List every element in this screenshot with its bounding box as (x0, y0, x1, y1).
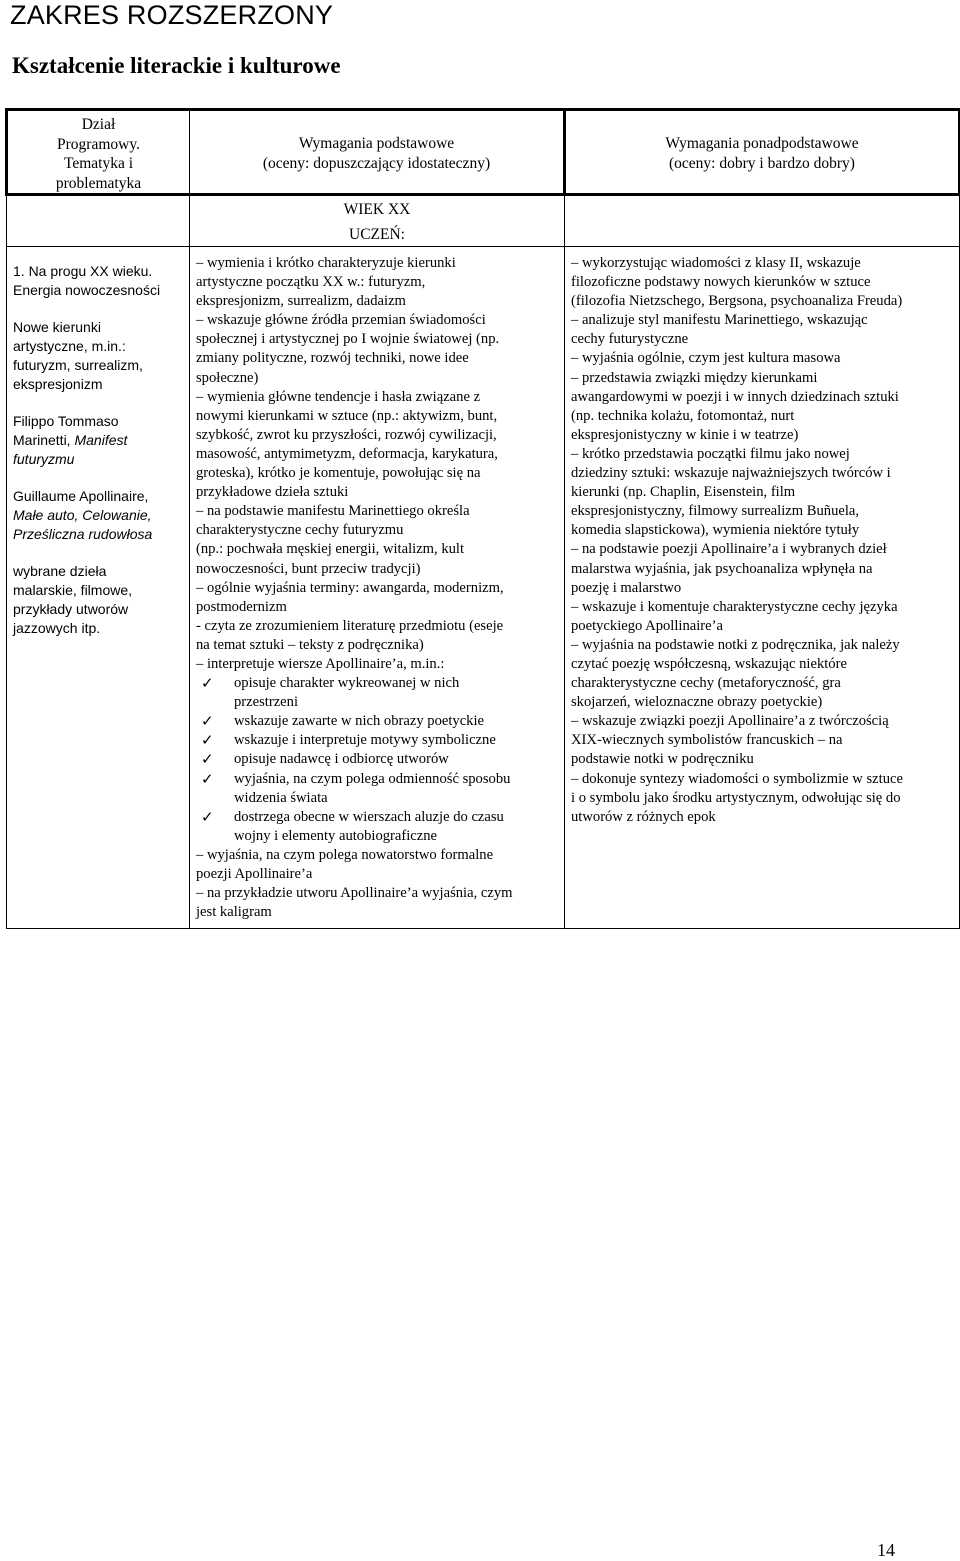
checklist-item (196, 674, 560, 712)
topic-column (7, 247, 190, 929)
checkmark-icon: ✓ (201, 769, 214, 788)
topic-text: Energia nowoczesności (13, 282, 161, 298)
topic-text: Marinetti, (13, 432, 75, 448)
checklist-text: widzenia świata (234, 789, 328, 806)
requirement-line: – wyjaśnia na podstawie notki z podręcznika, jak należy (571, 636, 900, 653)
requirement-line: – krótko przedstawia początki filmu jako nowej (571, 445, 850, 462)
requirement-line: charakterystyczne cechy futuryzmu (196, 522, 404, 539)
requirement-line: na temat sztuki – teksty z podręcznika) (196, 636, 424, 653)
requirement-line: – wymienia i krótko charakteryzuje kierunki (196, 255, 456, 271)
requirement-line: skojarzeń, wieloznaczne obrazy poetyckie) (571, 694, 823, 711)
requirement-line: – przedstawia związki między kierunkami (571, 369, 818, 386)
requirement-line: (np. technika kolażu, fotomontaż, nurt (571, 407, 795, 424)
requirement-line: komedia slapstickowa), wymienia niektóre tytuły (571, 522, 860, 539)
section-blank-cell (7, 195, 190, 247)
requirement-line: – na podstawie poezji Apollinaire’a i wybranych dzieł (571, 541, 887, 558)
header-line: Dział (81, 116, 116, 133)
requirement-line: masowość, antymimetyzm, deformacja, karykatura, (196, 445, 498, 462)
requirement-line: zmiany polityczne, rozwój techniki, nowe idee (196, 350, 469, 367)
topic-block (13, 412, 185, 469)
requirement-line: malarstwa wyjaśnia, jak psychoanaliza wpłynęła na (571, 560, 873, 577)
requirement-line: szybkość, zwrot ku przyszłości, rozwój cywilizacji, (196, 426, 497, 443)
topic-text: futuryzm, surrealizm, (13, 357, 143, 373)
checkmark-icon: ✓ (201, 674, 214, 693)
page-title: ZAKRES ROZSZERZONY (10, 0, 334, 30)
requirement-line: XIX-wiecznych symbolistów francuskich – na (571, 732, 843, 749)
checklist-text: opisuje charakter wykreowanej w nich (234, 675, 460, 692)
header-cell-basic (190, 110, 565, 195)
requirement-line: filozoficzne podstawy nowych kierunków w sztuce (571, 274, 871, 291)
requirement-line: – wskazuje główne źródła przemian świadomości (196, 312, 486, 329)
requirement-line: – wskazuje i komentuje charakterystyczne cechy języka (571, 598, 898, 615)
topic-title: futuryzmu (13, 451, 75, 467)
requirement-line: podstawie notki w podręczniku (571, 751, 754, 768)
requirement-line: groteska), krótko je komentuje, powołując się na (196, 465, 481, 482)
checklist-item (196, 712, 560, 731)
checklist-text: wskazuje i interpretuje motywy symboliczne (234, 732, 496, 749)
checkmark-icon: ✓ (201, 750, 214, 769)
header-line: problematyka (55, 174, 142, 192)
requirement-line: artystyczne początku XX w.: futuryzm, (196, 274, 426, 291)
header-line: Tematyka i (63, 155, 134, 172)
checklist-text: wskazuje zawarte w nich obrazy poetyckie (234, 713, 485, 730)
requirement-line: – wyjaśnia, na czym polega nowatorstwo formalne (196, 846, 494, 863)
requirement-line: cechy futurystyczne (571, 331, 689, 348)
checklist-text: wojny i elementy autobiograficzne (234, 827, 438, 844)
requirement-line: – wyjaśnia ogólnie, czym jest kultura masowa (571, 350, 841, 367)
requirement-line: postmodernizm (196, 598, 287, 615)
requirement-line: poezję i malarstwo (571, 579, 682, 596)
topic-text: malarskie, filmowe, (13, 582, 133, 598)
requirement-line: (np.: pochwała męskiej energii, witalizm, kult (196, 541, 465, 558)
advanced-requirements-column (565, 247, 960, 929)
checklist-text: opisuje nadawcę i odbiorcę utworów (234, 751, 449, 768)
topic-text: Filippo Tommaso (13, 413, 119, 429)
requirement-line: przykładowe dzieła sztuki (196, 484, 349, 501)
topic-text: ekspresjonizm (13, 376, 103, 392)
topic-text: Nowe kierunki (13, 319, 101, 335)
header-cell-topic (7, 110, 190, 195)
header-line: (oceny: dobry i bardzo dobry) (669, 154, 855, 172)
curriculum-table (5, 108, 960, 929)
requirement-line: ekspresjonistyczny w kinie i w teatrze) (571, 426, 799, 443)
requirement-line: czytać poezję współczesną, wskazując niektóre (571, 655, 847, 672)
requirement-line: jest kaligram (196, 904, 272, 921)
header-line: Wymagania podstawowe (298, 135, 455, 152)
header-line: Programowy. (57, 135, 140, 153)
requirement-line: ekspresjonistyczny, filmowy surrealizm Buñuela, (571, 503, 860, 520)
requirement-line: społeczne) (196, 369, 259, 386)
requirement-line: nowoczesności, bunt przeciw tradycji) (196, 560, 421, 577)
requirement-line: poetyckiego Apollinaire’a (571, 617, 723, 634)
topic-block (13, 562, 185, 638)
topic-text: 1. Na progu XX wieku. (13, 263, 153, 279)
requirement-line: – na przykładzie utworu Apollinaire’a wyjaśnia, czym (196, 885, 513, 902)
checklist-item (196, 808, 560, 846)
checklist-item (196, 750, 560, 769)
checklist-item (196, 770, 560, 808)
header-basic-text (190, 111, 563, 173)
requirement-line: – dokonuje syntezy wiadomości o symbolizmie w sztuce (571, 770, 903, 787)
requirement-line: – na podstawie manifestu Marinettiego określa (196, 503, 470, 520)
header-advanced-text (566, 111, 958, 173)
header-cell-advanced (565, 110, 960, 195)
section-title: WIEK XX (343, 201, 411, 218)
topic-title: Małe auto, Celowanie, (13, 507, 152, 523)
requirement-line: awangardowymi w poezji i w innych dziedzinach sztuki (571, 388, 899, 405)
checkmark-icon: ✓ (201, 807, 214, 826)
requirement-line: - czyta ze zrozumieniem literaturę przedmiotu (eseje (196, 617, 504, 634)
topic-block (13, 318, 185, 394)
section-header-cell (190, 195, 565, 247)
requirement-line: – wykorzystując wiadomości z klasy II, wskazuje (571, 255, 861, 271)
requirement-line: utworów z różnych epok (571, 808, 716, 825)
topic-text: jazzowych itp. (13, 620, 101, 636)
requirement-line: kierunki (np. Chaplin, Eisenstein, film (571, 484, 796, 501)
checklist-text: dostrzega obecne w wierszach aluzje do czasu (234, 808, 504, 825)
requirement-line: dziedziny sztuki: wskazuje najważniejszych twórców i (571, 465, 891, 482)
topic-block (13, 487, 185, 544)
topic-block (13, 262, 185, 300)
checklist-text: wyjaśnia, na czym polega odmienność sposobu (234, 770, 511, 787)
checkmark-icon: ✓ (201, 712, 214, 731)
section-blank-cell (565, 195, 960, 247)
topic-text: wybrane dzieła (13, 563, 107, 579)
checklist-text: przestrzeni (234, 694, 299, 711)
requirement-line: poezji Apollinaire’a (196, 866, 313, 882)
topic-text: Guillaume Apollinaire, (13, 488, 149, 504)
requirement-line: – wskazuje związki poezji Apollinaire’a z twórczością (571, 713, 889, 730)
requirement-line: (filozofia Nietzschego, Bergsona, psychoanaliza Freuda) (571, 293, 903, 310)
header-topic-text (8, 111, 189, 193)
requirement-line: – wymienia główne tendencje i hasła związane z (196, 388, 481, 405)
checklist-item (196, 731, 560, 750)
requirement-line: i o symbolu jako środku artystycznym, odwołując się do (571, 789, 901, 806)
section-subtitle: UCZEŃ: (349, 226, 405, 243)
topic-text: przykłady utworów (13, 601, 129, 617)
topic-title: Prześliczna rudowłosa (13, 526, 153, 542)
requirement-line: – ogólnie wyjaśnia terminy: awangarda, modernizm, (196, 579, 504, 596)
requirement-line: – analizuje styl manifestu Marinettiego, wskazując (571, 312, 868, 329)
page-subtitle: Kształcenie literackie i kulturowe (12, 53, 341, 78)
page-number: 14 (877, 1540, 895, 1560)
topic-text: artystyczne, m.in.: (13, 338, 126, 354)
requirement-line: – interpretuje wiersze Apollinaire’a, m.in.: (196, 655, 445, 672)
checkmark-icon: ✓ (201, 731, 214, 750)
requirement-line: społecznej i artystycznej po I wojnie światowej (np. (196, 331, 500, 348)
basic-requirements-column (190, 247, 565, 929)
header-line: Wymagania ponadpodstawowe (665, 135, 859, 152)
requirement-line: ekspresjonizm, surrealizm, dadaizm (196, 293, 406, 310)
requirement-line: charakterystyczne cechy (metaforyczność, gra (571, 675, 841, 692)
topic-title: Manifest (74, 432, 128, 448)
header-line: (oceny: dopuszczający idostateczny) (262, 154, 491, 172)
requirement-line: nowymi kierunkami w sztuce (np.: aktywizm, bunt, (196, 407, 498, 424)
